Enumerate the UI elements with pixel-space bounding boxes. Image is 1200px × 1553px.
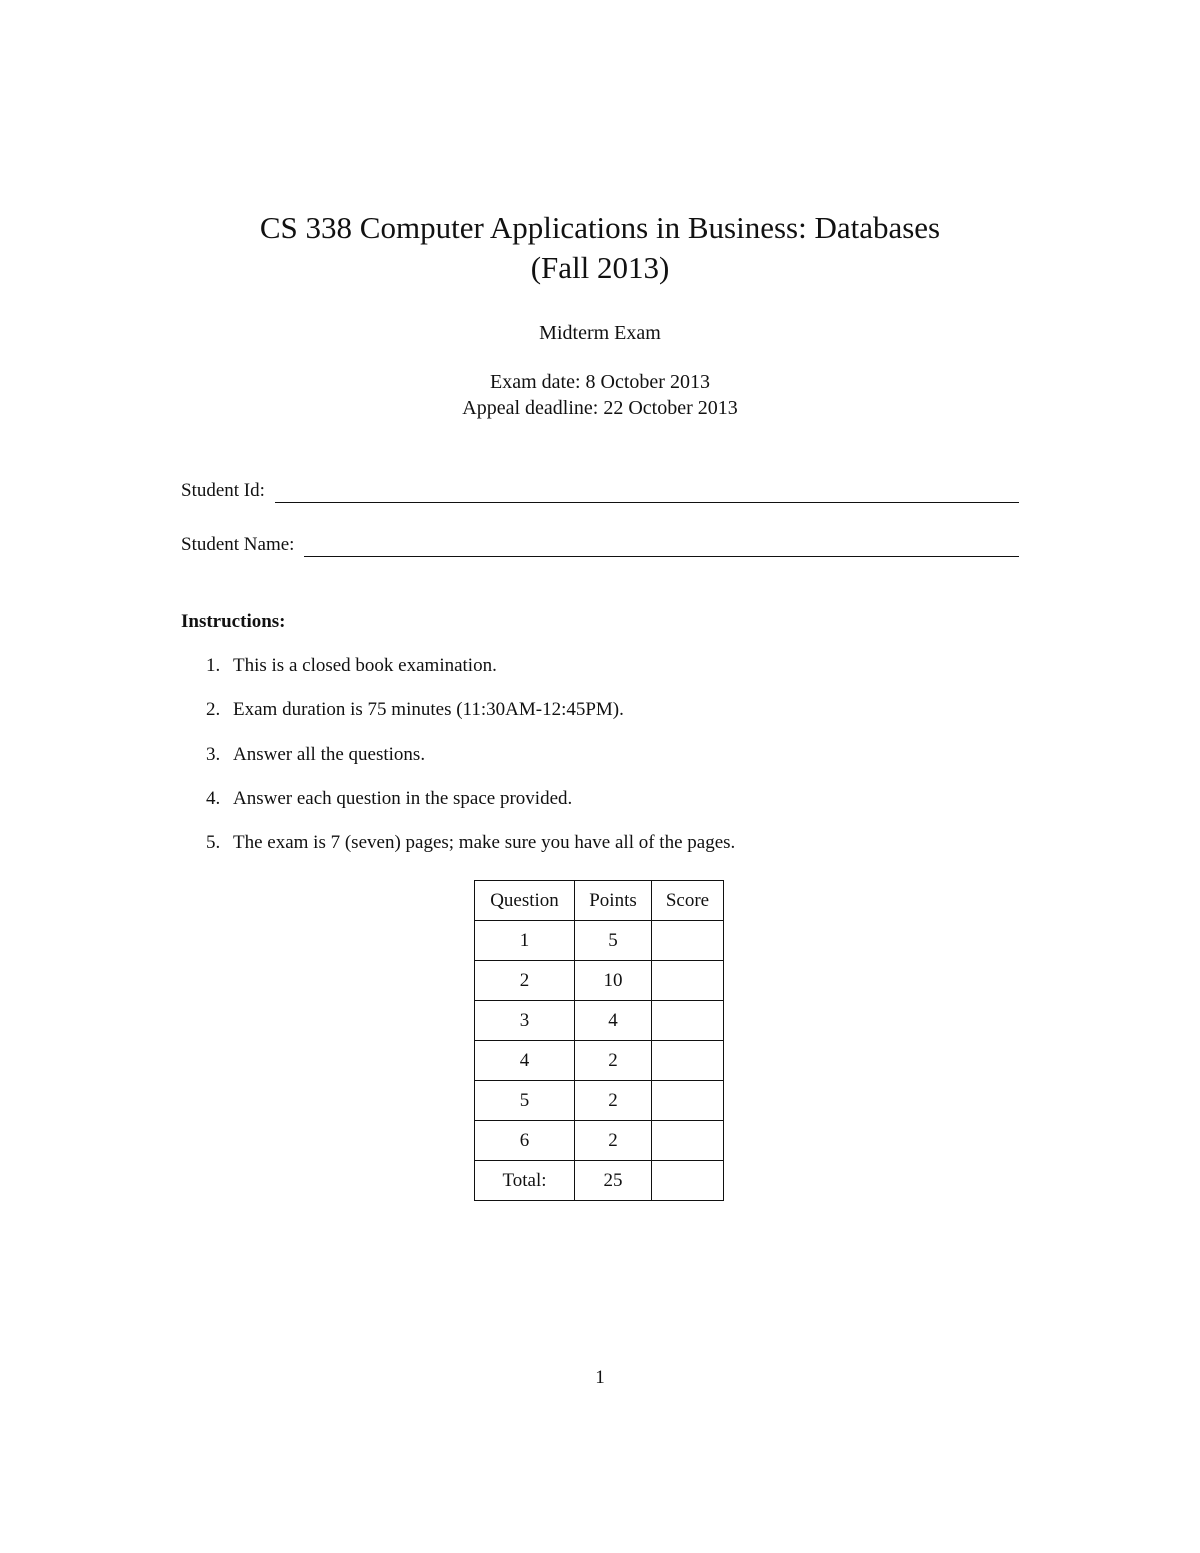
instructions-heading: Instructions: xyxy=(181,611,286,632)
instruction-text: The exam is 7 (seven) pages; make sure you have all of the pages. xyxy=(233,832,736,853)
instruction-item xyxy=(206,698,624,722)
score-cell[interactable] xyxy=(652,1001,724,1041)
student-name-field[interactable] xyxy=(181,533,1019,557)
score-cell[interactable] xyxy=(652,921,724,961)
points-cell: 2 xyxy=(575,1121,652,1161)
table-header-row xyxy=(475,881,724,921)
instruction-text: Answer each question in the space provided. xyxy=(233,788,573,809)
student-id-blank[interactable] xyxy=(275,484,1019,503)
table-row xyxy=(475,1121,724,1161)
table-total-row xyxy=(475,1161,724,1201)
points-cell: 5 xyxy=(575,921,652,961)
points-cell: 10 xyxy=(575,961,652,1001)
appeal-deadline: Appeal deadline: 22 October 2013 xyxy=(462,397,738,419)
instruction-number: 2. xyxy=(206,699,221,720)
table-row xyxy=(475,921,724,961)
table-header-question: Question xyxy=(475,881,575,921)
table-row xyxy=(475,1041,724,1081)
total-points-cell: 25 xyxy=(575,1161,652,1201)
table-row xyxy=(475,1081,724,1121)
instruction-text: Exam duration is 75 minutes (11:30AM-12:45PM). xyxy=(233,699,624,720)
instruction-item xyxy=(206,743,425,767)
instruction-text: This is a closed book examination. xyxy=(233,655,497,676)
question-cell: 2 xyxy=(475,961,575,1001)
instruction-number: 3. xyxy=(206,744,221,765)
student-id-field[interactable] xyxy=(181,479,1019,503)
total-score-cell[interactable] xyxy=(652,1161,724,1201)
instruction-number: 5. xyxy=(206,832,221,853)
instruction-text: Answer all the questions. xyxy=(233,744,426,765)
table-header-points: Points xyxy=(575,881,652,921)
title-line-course: CS 338 Computer Applications in Business: Databases xyxy=(259,210,941,245)
instruction-item xyxy=(206,654,497,678)
page-number: 1 xyxy=(595,1367,605,1388)
question-cell: 3 xyxy=(475,1001,575,1041)
student-id-label: Student Id: xyxy=(181,480,265,501)
table-header-score: Score xyxy=(652,881,724,921)
table-row xyxy=(475,1001,724,1041)
question-cell: 5 xyxy=(475,1081,575,1121)
instruction-number: 1. xyxy=(206,655,221,676)
points-cell: 2 xyxy=(575,1041,652,1081)
instruction-number: 4. xyxy=(206,788,221,809)
points-cell: 4 xyxy=(575,1001,652,1041)
score-cell[interactable] xyxy=(652,1121,724,1161)
question-cell: 1 xyxy=(475,921,575,961)
score-cell[interactable] xyxy=(652,961,724,1001)
student-name-blank[interactable] xyxy=(304,538,1019,557)
score-table xyxy=(474,880,724,1201)
instruction-item xyxy=(206,831,735,855)
total-label-cell: Total: xyxy=(475,1161,575,1201)
score-cell[interactable] xyxy=(652,1081,724,1121)
points-cell: 2 xyxy=(575,1081,652,1121)
question-cell: 4 xyxy=(475,1041,575,1081)
exam-date: Exam date: 8 October 2013 xyxy=(490,371,710,393)
table-row xyxy=(475,961,724,1001)
student-name-label: Student Name: xyxy=(181,534,295,555)
score-cell[interactable] xyxy=(652,1041,724,1081)
exam-title xyxy=(0,208,1200,288)
instruction-item xyxy=(206,787,572,811)
question-cell: 6 xyxy=(475,1121,575,1161)
exam-subtitle: Midterm Exam xyxy=(539,322,661,344)
title-line-term: (Fall 2013) xyxy=(530,250,670,285)
